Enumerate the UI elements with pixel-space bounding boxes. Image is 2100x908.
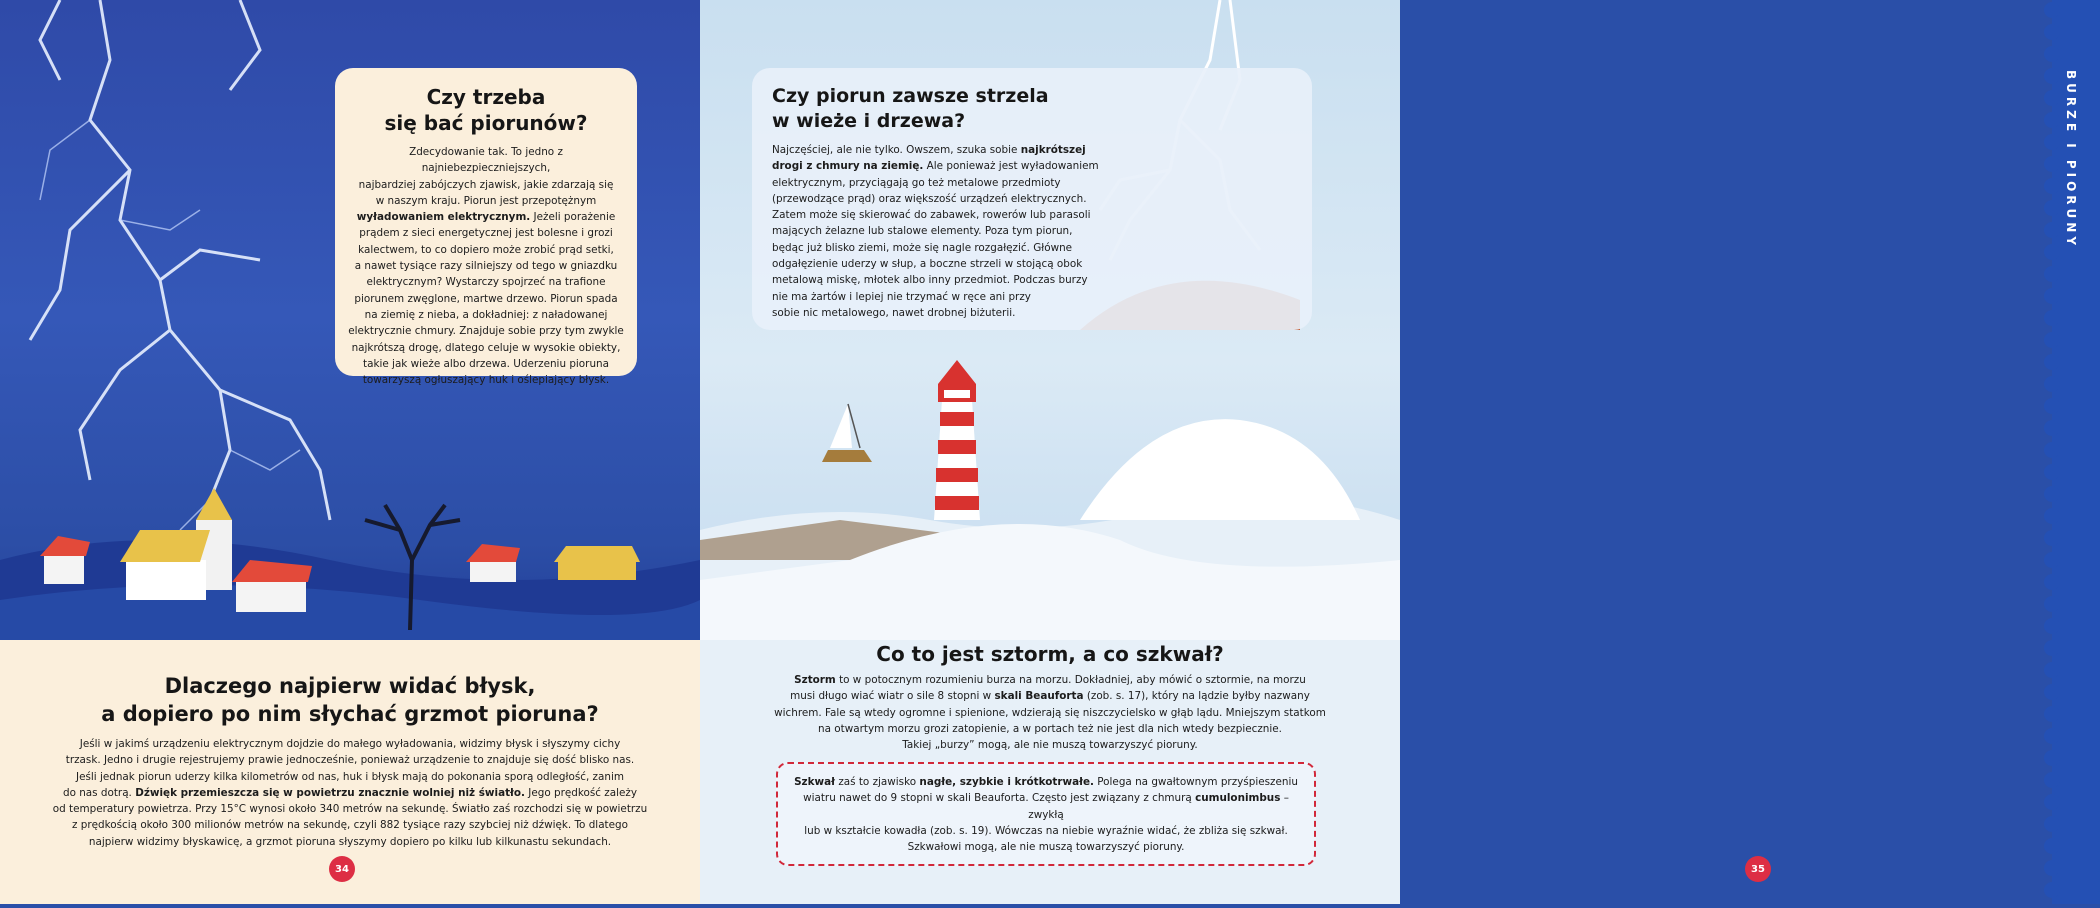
scallop-edge: [2044, 442, 2060, 458]
scallop-edge: [2044, 684, 2060, 700]
scallop-edge: [2044, 552, 2060, 568]
scallop-edge: [2044, 750, 2060, 766]
scallop-edge: [2044, 486, 2060, 502]
scallop-edge: [2044, 860, 2060, 876]
scallop-edge: [2044, 46, 2060, 62]
squall-body: Szkwał zaś to zjawisko nagłe, szybkie i krótkotrwałe. Polega na gwałtownym przyśpieszeniu wiatru nawet do 9 stopni w skali Beauforta. Często jest związany z chmurą cumulonimbus – zwykłą lub w kształcie kowadła (zob. s. 19). Wówczas na niebie wyraźnie widać, że zbliża się szkwał. Szkwałowi mogą, ale nie muszą towarzyszyć pioruny.: [794, 776, 1298, 854]
scallop-edge: [2044, 596, 2060, 612]
scallop-edge: [2044, 816, 2060, 832]
scallop-edge: [2044, 772, 2060, 788]
card-body: Zdecydowanie tak. To jedno z najniebezpieczniejszych, najbardziej zabójczych zjawisk, jakie zdarzają się w naszym kraju. Piorun jest przepotężnym wyładowaniem elektrycznym. Jeżeli porażenie prądem z sieci energetycznej jest bolesne i grozi kalectwem, to co dopiero może zrobić prąd setki, a nawet tysiące razy silniejszy od tego w gniazdku elektrycznym? Wystarczy spojrzeć na trafione piorunem zwęglone, martwe drzewo. Piorun spada na ziemię z nieba, a dokładniej: z naładowanej elektrycznie chmury. Znajduje sobie przy tym zwykle najkrótszą drogę, dlatego celuje w wysokie obiekty, takie jak wieże albo drzewa. Uderzeniu pioruna towarzyszą ogłuszający huk i oślepiający błysk.: [348, 146, 624, 387]
scallop-edge: [2044, 838, 2060, 854]
card-title: Czy piorun zawsze strzela w wieże i drzewa?: [772, 85, 1049, 132]
sidebar-title: BURZE I PIORUNY: [2064, 70, 2078, 250]
lightning-icon: [30, 0, 330, 520]
squall-box: [776, 762, 1316, 866]
scallop-edge: [2044, 530, 2060, 546]
section-flash-thunder: [40, 672, 660, 850]
scallop-edge: [2044, 728, 2060, 744]
scallop-edge: [2044, 640, 2060, 656]
scallop-edge: [2044, 420, 2060, 436]
scallop-edge: [2044, 464, 2060, 480]
scallop-edge: [2044, 574, 2060, 590]
scallop-edge: [2044, 288, 2060, 304]
scallop-edge: [2044, 2, 2060, 18]
scallop-edge: [2044, 508, 2060, 524]
card-dangers: [335, 68, 637, 387]
card-lightning-targets: [752, 68, 1312, 330]
left-page: [0, 0, 700, 904]
scallop-edge: [2044, 662, 2060, 678]
section-title: Co to jest sztorm, a co szkwał?: [876, 642, 1224, 666]
scallop-edge: [2044, 24, 2060, 40]
lighthouse-icon: [934, 360, 980, 520]
page-number-left: 34: [329, 856, 355, 882]
section-body: Sztorm to w potocznym rozumieniu burza na morzu. Dokładniej, aby mówić o sztormie, na morzu musi długo wiać wiatr o sile 8 stopni w skali Beauforta (zob. s. 17), który na lądzie byłby nazwany wichrem. Fale są wtedy ogromne i spienione, wdzierają się niszczycielsko w głąb lądu. Mniejszym statkom na otwartym morzu grozi zatopienie, a w portach też nie jest dla nich wtedy bezpiecznie. Takiej „burzy” mogą, ale nie muszą towarzyszyć pioruny.: [774, 674, 1326, 752]
scallop-edge: [2044, 376, 2060, 392]
page-number-right: 35: [1745, 856, 1771, 882]
card-body: Najczęściej, ale nie tylko. Owszem, szuka sobie najkrótszej drogi z chmury na ziemię. Ale ponieważ jest wyładowaniem elektrycznym, przyciągają go też metalowe przedmioty (przewodzące prąd) oraz większość urządzeń elektrycznych. Zatem może się skierować do zabawek, rowerów lub parasoli mających żelazne lub stalowe elementy. Poza tym piorun, będąc już blisko ziemi, może się nagle rozgałęzić. Główne odgałęzienie uderzy w słup, a boczne strzeli w stojącą obok metalową miskę, młotek albo inny przedmiot. Podczas burzy nie ma żartów i lepiej nie trzymać w ręce ani przy sobie nic metalowego, nawet drobnej biżuterii.: [772, 144, 1099, 319]
scallop-edge: [2044, 618, 2060, 634]
scallop-edge: [2044, 706, 2060, 722]
scallop-edge: [2044, 794, 2060, 810]
scallop-edge: [2044, 398, 2060, 414]
scallop-edge: [2044, 332, 2060, 348]
scallop-edge: [2044, 310, 2060, 326]
section-body: Jeśli w jakimś urządzeniu elektrycznym dojdzie do małego wyładowania, widzimy błysk i słyszymy cichy trzask. Jedno i drugie rejestrujemy prawie jednocześnie, ponieważ urządzenie to znajduje się dość blisko nas. Jeśli jednak piorun uderzy kilka kilometrów od nas, huk i błysk mają do pokonania sporą odległość, zanim do nas dotrą. Dźwięk przemieszcza się w powietrzu znacznie wolniej niż światło. Jego prędkość zależy od temperatury powietrza. Przy 15°C wynosi około 340 metrów na sekundę. Światło zaś rozchodzi się w powietrzu z prędkością około 300 milionów metrów na sekundę, czyli 882 tysiące razy szybciej niż dźwięk. To dlatego najpierw widzimy błyskawicę, a grzmot pioruna słyszymy dopiero po kilku lub kilkunastu sekundach.: [52, 738, 648, 848]
section-title: Dlaczego najpierw widać błysk, a dopiero po nim słychać grzmot pioruna?: [101, 674, 599, 726]
section-storm-squall: [760, 640, 1340, 753]
scallop-edge: [2044, 354, 2060, 370]
card-title: Czy trzeba się bać piorunów?: [384, 85, 588, 135]
scallop-edge: [2044, 882, 2060, 898]
boat-icon: [822, 404, 872, 462]
